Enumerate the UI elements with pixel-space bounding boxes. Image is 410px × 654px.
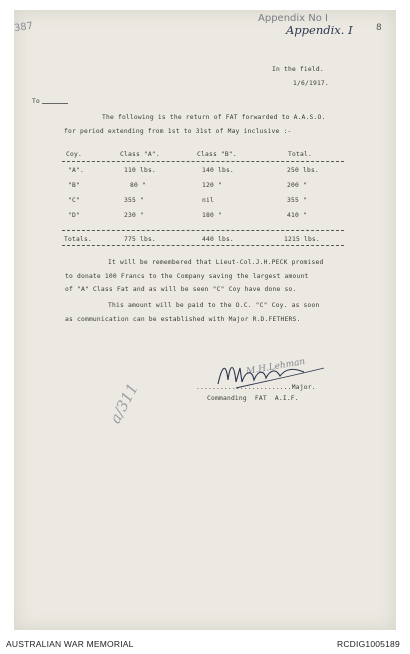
footer-right: RCDIG1005189 — [337, 639, 400, 649]
table-header-class-a: Class "A". — [120, 151, 160, 158]
appendix-handwritten-label: Appendix. I — [286, 23, 353, 37]
row-total: 250 lbs. — [287, 167, 319, 174]
para1-line-3: of "A" Class Fat and as will be seen "C" Coy have done so. — [65, 286, 297, 293]
row-class-a: 110 lbs. — [124, 167, 156, 174]
intro-line-1: The following is the return of FAT forwarded to A.A.S.O. — [102, 114, 326, 121]
para1-line-2: to donate 100 Francs to the Company saving the largest amount — [65, 273, 309, 280]
totals-class-b: 440 lbs. — [202, 236, 234, 243]
totals-total: 1215 lbs. — [284, 236, 320, 243]
row-class-a: 355 " — [124, 197, 144, 204]
appendix-printed-label: Appendix No I — [258, 13, 328, 24]
row-class-a: 80 " — [130, 182, 146, 189]
pencil-note: a/311 — [106, 380, 142, 427]
intro-line-2: for period extending from 1st to 31st of May inclusive :- — [64, 128, 292, 135]
table-totals-rule-bottom — [62, 245, 344, 246]
place-line: In the field. — [272, 66, 324, 73]
row-class-a: 230 " — [124, 212, 144, 219]
row-total: 200 " — [287, 182, 307, 189]
to-label: To — [32, 98, 40, 105]
row-class-b: 120 " — [202, 182, 222, 189]
table-totals-rule-top — [62, 230, 344, 231]
row-class-b: nil — [202, 197, 214, 204]
para1-line-1: It will be remembered that Lieut-Col.J.H.PECK promised — [108, 259, 324, 266]
para2-line-1: This amount will be paid to the O.C. "C" Coy. as soon — [108, 302, 320, 309]
row-coy: "C" — [68, 197, 80, 204]
row-coy: "D" — [68, 212, 80, 219]
footer-left: AUSTRALIAN WAR MEMORIAL — [6, 639, 134, 649]
signature-name: M.H.Lehman — [245, 356, 307, 378]
totals-label: Totals. — [64, 236, 92, 243]
row-class-b: 180 " — [202, 212, 222, 219]
page-number: 8 — [376, 23, 382, 33]
row-coy: "B" — [68, 182, 80, 189]
to-underline — [42, 103, 68, 104]
table-header-coy: Coy. — [66, 151, 82, 158]
totals-class-a: 775 lbs. — [124, 236, 156, 243]
row-total: 410 " — [287, 212, 307, 219]
para2-line-2: as communication can be established with Major R.D.FETHERS. — [65, 316, 301, 323]
row-class-b: 140 lbs. — [202, 167, 234, 174]
table-header-class-b: Class "B". — [197, 151, 237, 158]
row-coy: "A". — [68, 167, 84, 174]
row-total: 355 " — [287, 197, 307, 204]
folio-number: 387 — [13, 20, 34, 35]
signature-title: Commanding FAT A.I.F. — [207, 395, 299, 402]
signature-rank-line: ........................Major. — [196, 384, 316, 391]
table-header-rule — [62, 161, 344, 162]
table-header-total: Total. — [288, 151, 312, 158]
date-line: 1/6/1917. — [293, 80, 329, 87]
